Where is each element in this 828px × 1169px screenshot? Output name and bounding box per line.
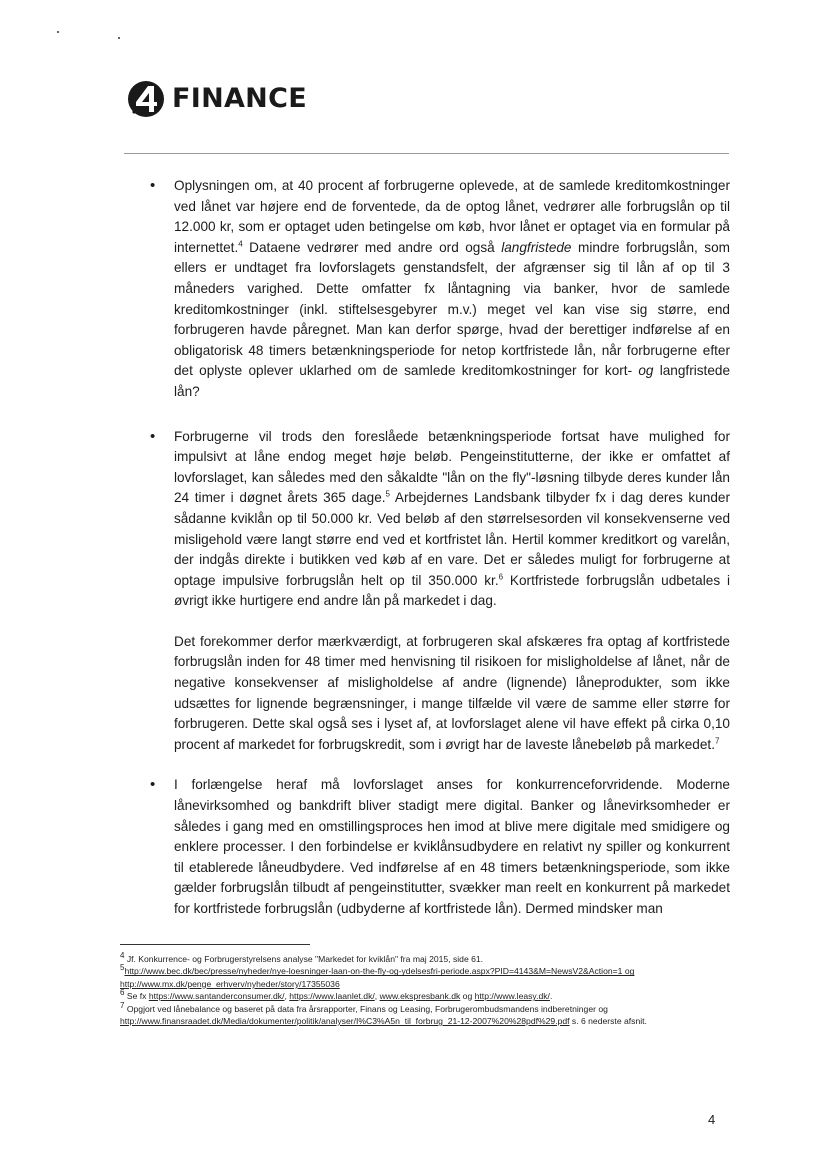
footnote-link[interactable]: https://www.santanderconsumer.dk/ — [148, 991, 285, 1002]
page-number: 4 — [708, 1112, 716, 1127]
footnote-link[interactable]: http://www.finansraadet.dk/Media/dokumenter/politik/analyser/I%C3%A5n_til_forbrug_21-12-2007%20%28pdf%29.pdf — [120, 1016, 570, 1027]
footnote-7: $^7$ Opgjort ved lånebalance og baseret på data fra årsrapporter, Finans og Leasing, Forbrugerombudsmandens indberetninger og http://www.finansraadet.dk/Media/dokumenter/politik/analyser/I%C3%A5n_til_forbrug_21-12-2007%20%28pdf%29.pdf s. 6 nederste afsnit. — [120, 1000, 647, 1027]
bullet-item-1 — [148, 176, 730, 403]
logo-mark-icon — [126, 78, 166, 120]
body-paragraph: Det forekommer derfor mærkværdigt, at forbrugeren skal afskæres fra optag af kortfristede forbrugslån inden for 48 timer med henvisning til risikoen for misligholdelse af lånet, når de negative konsekvenser af misligholdelse af andre (lignende) låneprodukter, som ikke udsættes for lignende begrænsninger, i mange tilfælde vil være de samme eller større for forbrugeren. Dette skal også ses i lyset af, at lovforslaget alene vil have effekt på cirka 0,10 procent af markedet for forbrugskredit, som i øvrigt har de laveste lånebeløb på markedet.$^7$ — [174, 633, 730, 752]
bullet-icon: • — [150, 427, 156, 445]
bullet-icon: • — [150, 776, 156, 794]
footnote-4: $^4$ Jf. Konkurrence- og Forbrugerstyrelsens analyse "Markedet for kviklån" fra maj 2015, side 61. — [120, 951, 484, 964]
footnote-ref[interactable]: 4 — [238, 239, 243, 249]
footnote-ref[interactable]: 6 — [498, 572, 504, 582]
bullet-text-3: I forlængelse heraf må lovforslaget anses for konkurrenceforvridende. Moderne lånevirksomhed og bankdrift bliver stadigt mere digital. Banker og lånevirksomheder er således i gang med en omstillingsproces hen imod at blive mere digitale med smidigere og enklere processer. I den forbindelse er kviklånsudbydere en relativt ny spiller og konkurrent til etablerede låneudbydere. Ved indførelse af en 48 timers betænkningsperiode, som ikke gælder forbrugslån tilbudt af pengeinstitutter, svækker man reelt en konkurrent på markedet for kortfristede forbrugslån (udbyderne af kortfristede lån). Dermed mindsker man — [174, 777, 730, 916]
bullet-text-2: Forbrugerne vil trods den foreslåede betænkningsperiode fortsat have mulighed for impulsivt at låne endog meget høje beløb. Pengeinstitutterne, der ikke er omfattet af lovforslaget, kan således med den såkaldte "lån on the fly"-løsning tilbyde deres kunder lån 24 timer i døgnet årets 365 dage.$^5$ Arbejdernes Landsbank tilbyder fx i dag deres kunder sådanne kviklån op til 50.000 kr. Ved beløb af den størrelsesorden vil konsekvenserne ved misligehold være langt større end ved et kortfristet lån. Hertil kommer kreditkort og varelån, der indgås direkte i butikken ved køb af en vare. Det er således muligt for forbrugerne at optage impulsive forbrugslån helt op til 350.000 kr.$^6$ Kortfristede forbrugslån udbetales i øvrigt ikke hurtigere end andre lån på markedet i dag. — [174, 428, 730, 609]
footnote-separator — [120, 944, 310, 945]
footnote-6: $^6$ Se fx https://www.santanderconsumer.dk/, https://www.laanlet.dk/, www.ekspresbank.dk og http://www.leasy.dk/. — [120, 988, 553, 1002]
header-rule — [124, 153, 729, 154]
document-body — [148, 176, 730, 940]
footnote-link[interactable]: www.ekspresbank.dk — [379, 991, 461, 1002]
footnote-link[interactable]: http://www.bec.dk/bec/presse/nyheder/nye-loesninger-laan-on-the-fly-og-ydelsesfri-periode.aspx?PID=4143&M=NewsV2&Action=1 — [124, 966, 623, 977]
footnote-ref[interactable]: 5 — [385, 489, 390, 499]
footnote-link[interactable]: http://www.leasy.dk/ — [474, 991, 550, 1002]
bullet-icon: • — [150, 177, 156, 194]
footnote-link[interactable]: https://www.laanlet.dk/ — [289, 991, 375, 1002]
footnote-5: $^5$http://www.bec.dk/bec/presse/nyheder/nye-loesninger-laan-on-the-fly-og-ydelsesfri-periode.aspx?PID=4143&M=NewsV2&Action=1 og http://www.mx.dk/penge_erhverv/nyheder/story/17355036 — [120, 963, 635, 989]
bullet-text-1: Oplysningen om, at 40 procent af forbrugerne oplevede, at de samlede kreditomkostninger ved lånet var højere end de forventede, da de optog lånet, vedrører alle forbrugslån op til 12.000 kr, som er optaget uden betingelse om køb, hvor lånet er optaget via en formular på internettet.$^4$ Dataene vedrører med andre ord også langfristede mindre forbrugslån, som ellers er undtaget fra lovforslagets genstandsfelt, der afgrænser sig til lån af op til 3 måneders varighed. Dette omfatter fx låntagning via banker, hvor de samlede kreditomkostninger (inkl. stiftelsesgebyrer m.v.) meget vel kan vise sig større, end forbrugeren havde påregnet. Man kan derfor spørge, hvad der berettiger indførelse af en obligatorisk 48 timers betænkningsperiode for netop kortfristede lån, når forbrugerne efter det oplyste oplever uklarhed om de samlede kreditomkostninger for kort- og langfristede lån? — [174, 178, 731, 399]
bullet-item-3 — [148, 775, 730, 919]
logo-text: FINANCE — [172, 83, 307, 114]
scan-speck — [57, 31, 59, 33]
footnote-ref[interactable]: 7 — [714, 736, 720, 746]
company-logo — [126, 78, 307, 120]
scan-speck — [118, 37, 120, 39]
footnotes — [120, 953, 720, 1027]
footnote-link[interactable]: http://www.mx.dk/penge_erhverv/nyheder/story/17355036 — [120, 978, 340, 989]
bullet-item-2 — [148, 427, 730, 612]
